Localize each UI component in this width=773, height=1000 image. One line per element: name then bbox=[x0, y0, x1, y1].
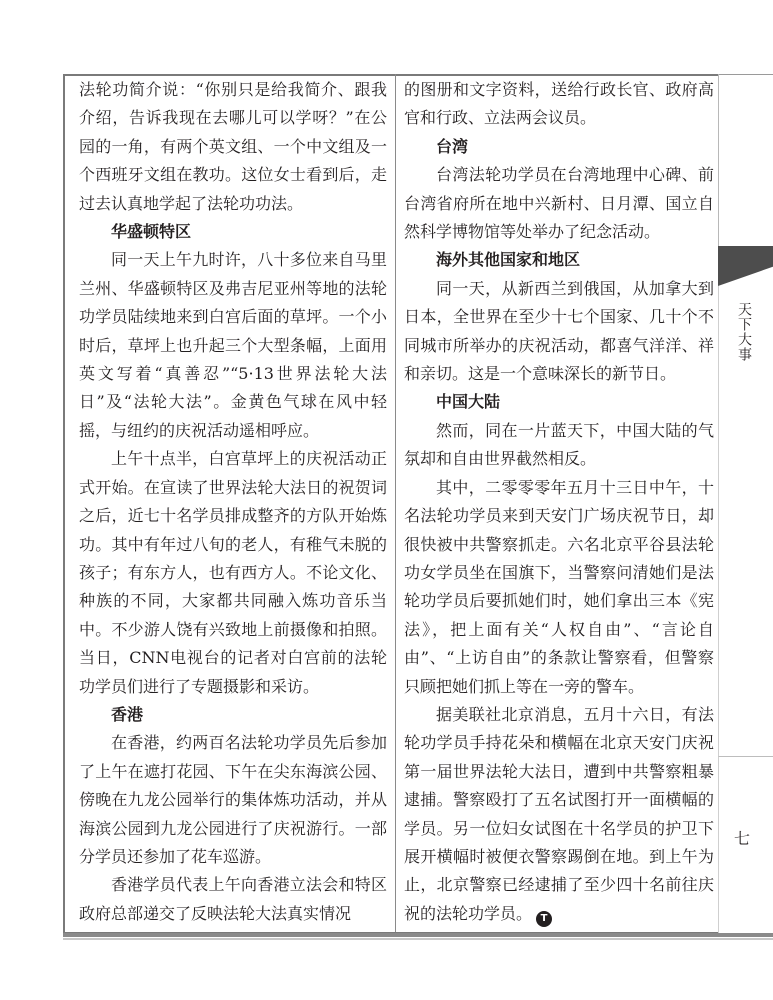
paragraph-text: 据美联社北京消息，五月十六日，有法轮功学员手持花朵和横幅在北京天安门庆祝第一届世界法轮大法日，遭到中共警察粗暴逮捕。警察殴打了五名试图打开一面横幅的学员。另一位妇女试图在十名学员的护卫下展开横幅时被便衣警察踢倒在地。到上午为止，北京警察已经逮捕了至少四十名前往庆祝的法轮功学员。 bbox=[404, 704, 714, 923]
end-of-article-icon: T bbox=[536, 911, 552, 927]
paragraph: 上午十点半，白宫草坪上的庆祝活动正式开始。在宣读了世界法轮大法日的祝贺词之后，近七十名学员排成整齐的方队开始炼功。其中有年过八旬的老人，有稚气未脱的孩子；有东方人，也有西方人。不论文化、种族的不同，大家都共同融入炼功音乐当中。不少游人饶有兴致地上前摄像和拍照。当日，CNN电视台的记者对白宫前的法轮功学员们进行了专题摄影和采访。 bbox=[79, 449, 387, 696]
paragraph: 然而，同在一片蓝天下，中国大陆的气氛却和自由世界截然相反。 bbox=[404, 420, 714, 469]
section-heading-hongkong: 香港 bbox=[111, 704, 144, 724]
right-column bbox=[404, 76, 714, 928]
paragraph: 同一天，从新西兰到俄国，从加拿大到日本，全世界在至少十七个国家、几十个不同城市所举办的庆祝活动，都喜气洋洋、祥和亲切。这是一个意味深长的新节日。 bbox=[404, 278, 714, 384]
section-heading-mainland: 中国大陆 bbox=[436, 392, 501, 412]
paragraph-final bbox=[404, 701, 714, 928]
section-label: 天下大事 bbox=[736, 302, 752, 362]
paragraph: 台湾法轮功学员在台湾地理中心碑、前台湾省府所在地中兴新村、日月潭、国立自然科学博物馆等处举办了纪念活动。 bbox=[404, 165, 714, 242]
section-tab-marker bbox=[718, 246, 773, 286]
paragraph: 在香港，约两百名法轮功学员先后参加了上午在遮打花园、下午在尖东海滨公园、傍晚在九龙公园举行的集体炼功活动，并从海滨公园到九龙公园进行了庆祝游行。一部分学员还参加了花车巡游。 bbox=[79, 733, 387, 866]
bottom-rule bbox=[63, 933, 773, 937]
section-heading-overseas: 海外其他国家和地区 bbox=[436, 250, 581, 270]
section-heading-taiwan: 台湾 bbox=[436, 136, 469, 156]
paragraph: 其中，二零零零年五月十三日中午，十名法轮功学员来到天安门广场庆祝节日，却很快被中共警察抓走。六名北京平谷县法轮功女学员坐在国旗下，当警察问清她们是法轮功学员后要抓她们时，她们拿出三本《宪法》，把上面有关“人权自由”、“言论自由”、“上访自由”的条款让警察看，但警察只顾把她们抓上等在一旁的警车。 bbox=[404, 477, 714, 696]
paragraph: 法轮功简介说：“你别只是给我简介、跟我介绍，告诉我现在去哪儿可以学呀？”在公园的一角，有两个英文组、一个中文组及一个西班牙文组在教功。这位女士看到后，走过去认真地学起了法轮功功法。 bbox=[79, 80, 387, 213]
side-tab-upper bbox=[718, 74, 719, 248]
paragraph: 同一天上午九时许，八十多位来自马里兰州、华盛顿特区及弗吉尼亚州等地的法轮功学员陆续地来到白宫后面的草坪。一个小时后，草坪上也升起三个大型条幅，上面用英文写着“真善忍”“5·13世界法轮大法日”及“法轮大法”。金黄色气球在风中轻摇，与纽约的庆祝活动遥相呼应。 bbox=[79, 250, 387, 440]
section-heading-washington: 华盛顿特区 bbox=[111, 222, 192, 242]
side-top-rule bbox=[718, 74, 773, 75]
bottom-rule-light bbox=[63, 938, 773, 940]
paragraph: 香港学员代表上午向香港立法会和特区政府总部递交了反映法轮大法真实情况 bbox=[79, 875, 387, 923]
column-divider bbox=[395, 74, 396, 932]
paragraph: 的图册和文字资料，送给行政长官、政府高官和行政、立法两会议员。 bbox=[404, 80, 714, 128]
left-column bbox=[79, 76, 387, 928]
page-number: 七 bbox=[734, 829, 751, 848]
